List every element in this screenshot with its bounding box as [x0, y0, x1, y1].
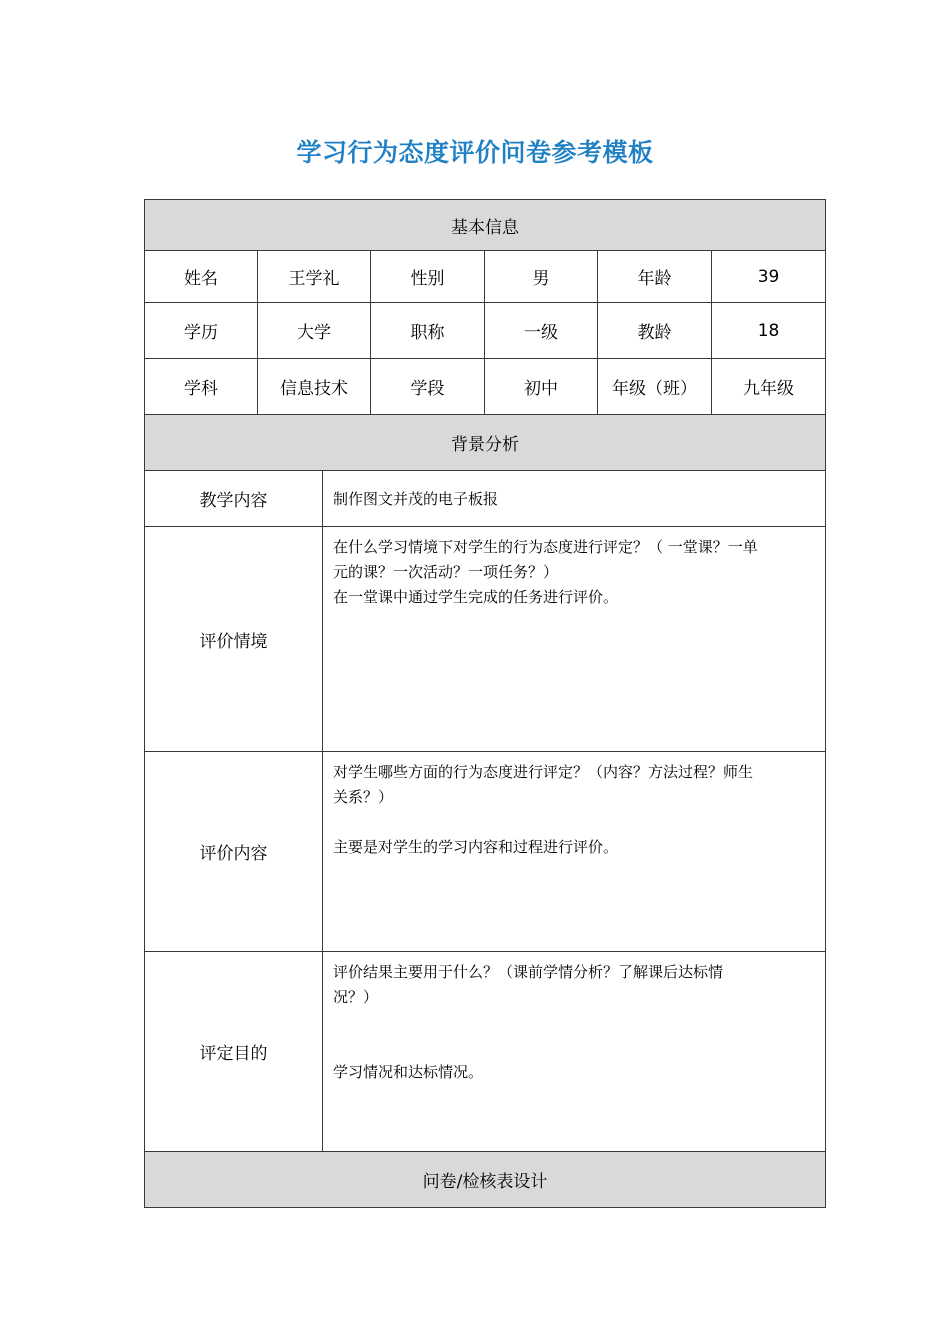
teaching-content-value: 制作图文并茂的电子板报 [323, 471, 826, 527]
evaluation-content-cell [323, 752, 826, 952]
evaluation-purpose-cell [323, 952, 826, 1152]
evaluation-context-label: 评价情境 [145, 527, 323, 752]
basic-info-row-1 [145, 251, 826, 303]
education-value: 大学 [258, 303, 371, 359]
evaluation-context-row [145, 527, 826, 752]
evaluation-purpose-row [145, 952, 826, 1152]
teaching-content-label: 教学内容 [145, 471, 323, 527]
teaching-content-row [145, 471, 826, 527]
design-header-row [145, 1152, 826, 1208]
document-title: 学习行为态度评价问卷参考模板 [296, 138, 654, 167]
name-label: 姓名 [145, 251, 258, 303]
age-value: 39 [712, 251, 826, 303]
evaluation-form-table [144, 199, 826, 1208]
evaluation-content-question-line-2: 关系？） [333, 788, 394, 806]
evaluation-purpose-question-line-2: 况？） [333, 988, 379, 1006]
title-label: 职称 [371, 303, 485, 359]
grade-class-label: 年级（班） [598, 359, 712, 415]
basic-info-row-3 [145, 359, 826, 415]
evaluation-context-cell [323, 527, 826, 752]
gender-value: 男 [485, 251, 598, 303]
subject-label: 学科 [145, 359, 258, 415]
title-value: 一级 [485, 303, 598, 359]
teaching-years-value: 18 [712, 303, 826, 359]
evaluation-purpose-label: 评定目的 [145, 952, 323, 1152]
evaluation-context-question-line-1: 在什么学习情境下对学生的行为态度进行评定？（ 一堂课？一单 [333, 538, 758, 556]
evaluation-context-answer: 在一堂课中通过学生完成的任务进行评价。 [333, 588, 619, 606]
questionnaire-design-header: 问卷/检核表设计 [145, 1152, 826, 1208]
evaluation-purpose-question-line-1: 评价结果主要用于什么？（课前学情分析？了解课后达标情 [333, 963, 724, 981]
evaluation-context-question-line-2: 元的课？一次活动？一项任务？） [333, 563, 559, 581]
evaluation-purpose-answer: 学习情况和达标情况。 [333, 1063, 484, 1081]
school-stage-value: 初中 [485, 359, 598, 415]
evaluation-content-question-line-1: 对学生哪些方面的行为态度进行评定？（内容？方法过程？师生 [333, 763, 754, 781]
teaching-years-label: 教龄 [598, 303, 712, 359]
education-label: 学历 [145, 303, 258, 359]
grade-class-value: 九年级 [712, 359, 826, 415]
evaluation-purpose-spacer-2 [333, 1035, 817, 1060]
school-stage-label: 学段 [371, 359, 485, 415]
evaluation-content-row [145, 752, 826, 952]
basic-info-header: 基本信息 [145, 200, 826, 251]
background-analysis-header: 背景分析 [145, 415, 826, 471]
subject-value: 信息技术 [258, 359, 371, 415]
gender-label: 性别 [371, 251, 485, 303]
evaluation-content-answer: 主要是对学生的学习内容和过程进行评价。 [333, 838, 619, 856]
basic-info-header-row [145, 200, 826, 251]
age-label: 年龄 [598, 251, 712, 303]
evaluation-content-label: 评价内容 [145, 752, 323, 952]
basic-info-row-2 [145, 303, 826, 359]
evaluation-content-spacer [333, 810, 817, 835]
name-value: 王学礼 [258, 251, 371, 303]
background-header-row [145, 415, 826, 471]
evaluation-purpose-spacer-1 [333, 1010, 817, 1035]
